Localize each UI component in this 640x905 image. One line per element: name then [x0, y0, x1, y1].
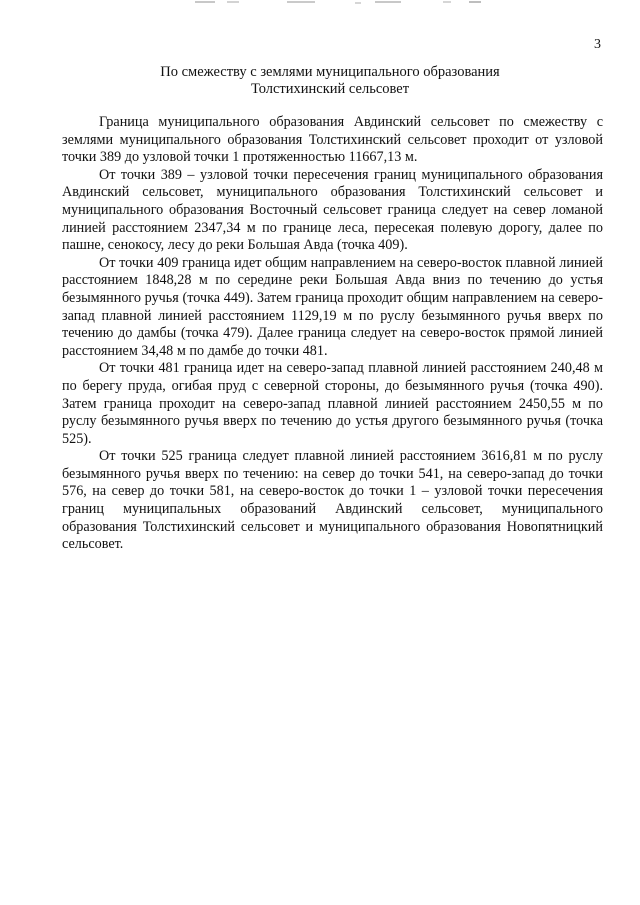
- document-body: [62, 114, 603, 554]
- paragraph-point-389: От точки 389 – узловой точки пересечения границ муниципального образования Авдинский сельсовет, муниципального образования Толстихинский сельсовет и муниципального образования Восточный сельсовет граница следует на север ломаной линией расстоянием 2347,34 м по границе леса, пересекая полевую дорогу, далее по пашне, сенокосу, лесу до реки Большая Авда (точка 409).: [62, 166, 603, 254]
- paragraph-point-409: От точки 409 граница идет общим направлением на северо-восток плавной линией расстоянием 1848,28 м по середине реки Большая Авда вниз по течению до устья безымянного ручья (точка 449). Затем граница проходит общим направлением на северо-запад плавной линией расстоянием 1129,19 м по руслу безымянного ручья вверх по течению до дамбы (точка 479). Далее граница следует на северо-восток прямой линией расстоянием 34,48 м по дамбе до точки 481.: [62, 254, 603, 359]
- page-number: 3: [594, 37, 601, 52]
- paragraph-boundary-summary: Граница муниципального образования Авдинский сельсовет по смежеству с землями муниципального образования Толстихинский сельсовет проходит от узловой точки 389 до узловой точки 1 протяженностью 11667,13 м.: [62, 114, 603, 166]
- heading-line-2: Толстихинский сельсовет: [250, 81, 410, 97]
- paragraph-point-481: От точки 481 граница идет на северо-запад плавной линией расстоянием 240,48 м по берегу пруда, огибая пруд с северной стороны, до безымянного ручья (точка 490). Затем граница проходит на северо-запад плавной линией расстоянием 2450,55 м по руслу безымянного ручья вверх по течению до устья другого безымянного ручья (точка 525).: [62, 360, 603, 447]
- paragraph-point-525: От точки 525 граница следует плавной линией расстоянием 3616,81 м по руслу безымянного ручья вверх по течению: на север до точки 541, на северо-запад до точки 576, на север до точки 581, на северо-восток до точки 1 – узловой точки пересечения границ муниципальных образований Авдинский сельсовет, муниципального образования Толстихинский сельсовет и муниципального образования Новопятницкий сельсовет.: [62, 448, 603, 553]
- section-heading: [60, 64, 600, 98]
- heading-line-1: По смежеству с землями муниципального образования: [160, 64, 500, 80]
- scan-artifact-marks: [175, 0, 495, 6]
